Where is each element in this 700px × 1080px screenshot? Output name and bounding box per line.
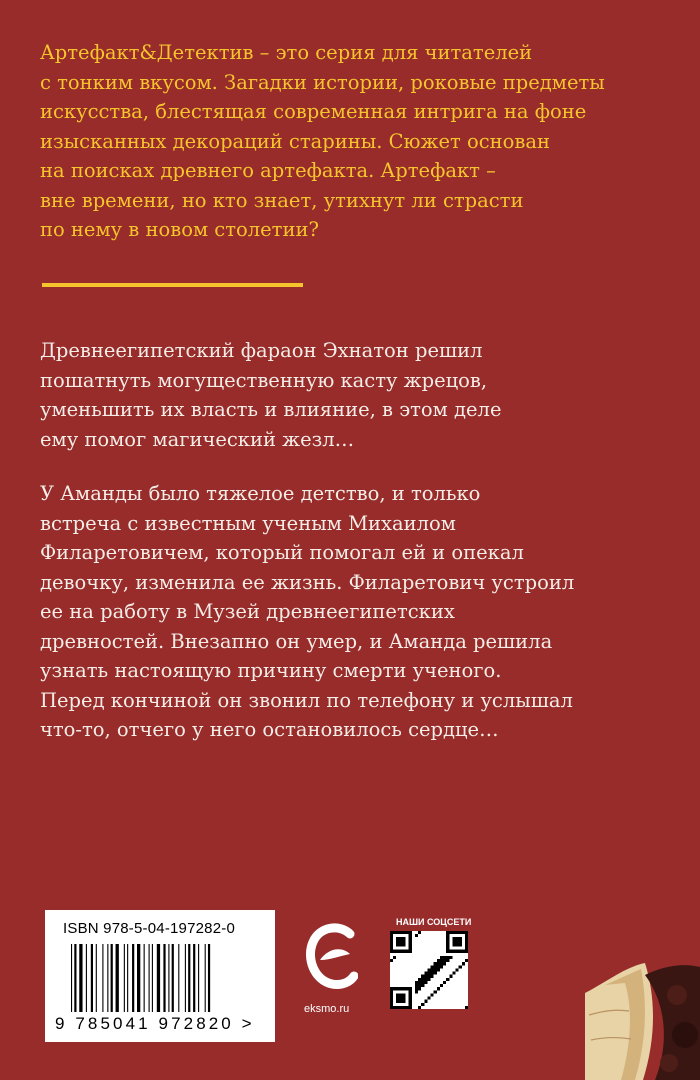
annotation-line: ему помог магический жезл… bbox=[40, 427, 355, 451]
annotation-line: Филаретовичем, который помогал ей и опекал bbox=[40, 541, 524, 564]
annotation-line: что-то, отчего у него остановилось сердце… bbox=[40, 718, 499, 741]
social-label: НАШИ СОЦСЕТИ bbox=[396, 917, 472, 927]
isbn-label: ISBN 978-5-04-197282-0 bbox=[63, 920, 236, 937]
qr-code-icon[interactable] bbox=[390, 931, 468, 1009]
annotation-line: ее на работу в Музей древнеегипетских bbox=[40, 600, 455, 623]
gold-divider bbox=[42, 283, 303, 287]
annotation-paragraph-1 bbox=[40, 336, 670, 454]
series-line: искусства, блестящая современная интрига на фоне bbox=[40, 100, 587, 123]
series-line: Артефакт&Детектив – это серия для читателей bbox=[40, 41, 533, 64]
annotation-line: уменьшить их власть и влияние, в этом деле bbox=[40, 398, 502, 421]
series-line: по нему в новом столетии? bbox=[40, 218, 319, 241]
annotation-line: Перед кончиной он звонил по телефону и услышал bbox=[40, 688, 573, 712]
series-blurb bbox=[40, 38, 670, 245]
eksmo-logo-icon bbox=[306, 922, 358, 992]
series-line: вне времени, но кто знает, утихнут ли страсти bbox=[40, 188, 524, 212]
annotation-line: встреча с известным ученым Михаилом bbox=[40, 511, 456, 535]
series-line: на поисках древнего артефакта. Артефакт – bbox=[40, 159, 496, 182]
papyrus-scroll-decoration bbox=[585, 955, 700, 1080]
annotation bbox=[40, 336, 670, 745]
publisher-url[interactable]: eksmo.ru bbox=[304, 1003, 350, 1015]
ean-digits: 9 785041 972820 > bbox=[55, 1014, 255, 1033]
annotation-paragraph-2 bbox=[40, 479, 670, 745]
series-line: с тонким вкусом. Загадки истории, роковые предметы bbox=[40, 70, 605, 94]
barcode-block bbox=[45, 910, 275, 1042]
series-line: изысканных декораций старины. Сюжет основан bbox=[40, 129, 550, 153]
annotation-line: пошатнуть могущественную касту жрецов, bbox=[40, 368, 488, 392]
annotation-line: У Аманды было тяжелое детство, и только bbox=[40, 482, 481, 505]
annotation-line: Древнеегипетский фараон Эхнатон решил bbox=[40, 339, 483, 362]
annotation-line: узнать настоящую причину смерти ученого. bbox=[40, 659, 502, 682]
annotation-line: древностей. Внезапно он умер, и Аманда решила bbox=[40, 629, 553, 653]
annotation-line: девочку, изменила ее жизнь. Филаретович устроил bbox=[40, 570, 575, 594]
barcode-icon bbox=[71, 944, 256, 1012]
